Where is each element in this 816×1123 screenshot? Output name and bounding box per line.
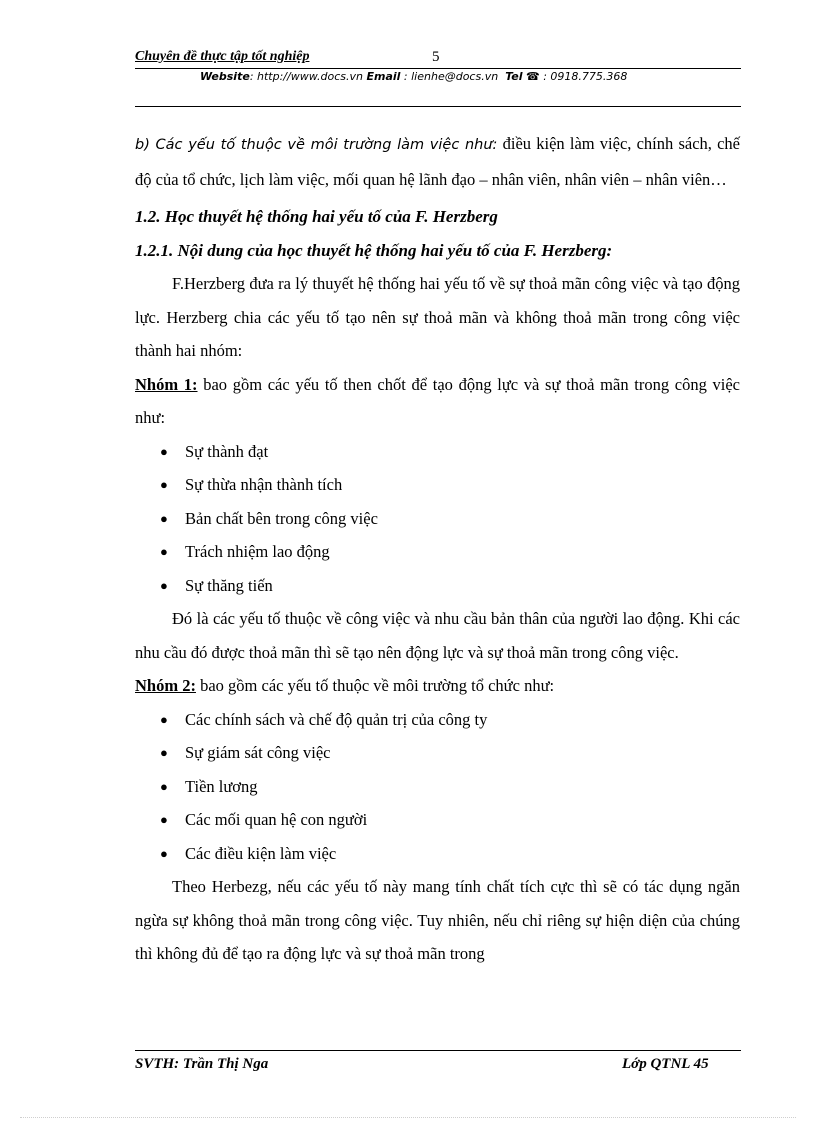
group1-paragraph <box>135 368 740 435</box>
group2-text: bao gồm các yếu tố thuộc về môi trường tổ chức như: <box>195 676 555 695</box>
group1-text: bao gồm các yếu tố then chốt để tạo động lực và sự thoả mãn trong công việc như: <box>135 374 740 427</box>
bullet-icon: ● <box>160 711 168 727</box>
bullet-icon: ● <box>160 477 168 492</box>
subsection-heading: 1.2.1. Nội dung của học thuyết hệ thống hai yếu tố của F. Herzberg: <box>135 240 613 260</box>
bullet-icon: ● <box>160 745 168 760</box>
paragraph-text: điều kiện làm việc, chính sách, chế độ của tổ chức, lịch làm việc, mối quan hệ lãnh đạo – nhân viên, nhân viên – nhân viên… <box>135 134 740 189</box>
footer-student: SVTH: Trần Thị Nga <box>135 1056 269 1072</box>
paragraph-intro: F.Herzberg đưa ra lý thuyết hệ thống hai yếu tố về sự thoả mãn công việc và tạo động lực. Herzberg chia các yếu tố tạo nên sự thoả mãn và không thoả mãn trong công việc thành hai nhóm: <box>135 274 740 360</box>
list-item: ● Sự thừa nhận thành tích <box>135 468 740 502</box>
tel-value: ☎ : 0918.775.368 <box>526 70 628 83</box>
header-divider-bottom <box>135 106 741 107</box>
tel-label: Tel <box>505 70 523 83</box>
bullet-icon: ● <box>160 443 168 459</box>
group1-list <box>135 435 740 603</box>
bullet-icon: ● <box>160 812 168 827</box>
page-boundary <box>20 1117 796 1118</box>
list-item: ● Trách nhiệm lao động <box>135 535 740 569</box>
paragraph-group1-summary: Đó là các yếu tố thuộc về công việc và nhu cầu bản thân của người lao động. Khi các nhu cầu đó được thoả mãn thì sẽ tạo nên động lực và sự thoả mãn trong công việc. <box>135 609 740 662</box>
email-label: Email <box>366 70 401 83</box>
page-number: 5 <box>432 49 440 65</box>
paragraph-herzberg-conclusion: Theo Herbezg, nếu các yếu tố này mang tính chất tích cực thì sẽ có tác dụng ngăn ngừa sự không thoả mãn trong công việc. Tuy nhiên, nếu chỉ riêng sự hiện diện của chúng thì không đủ để tạo ra động lực và sự thoả mãn trong <box>135 877 740 963</box>
list-item: ● Các chính sách và chế độ quản trị của công ty <box>135 703 740 737</box>
list-item: ● Sự giám sát công việc <box>135 736 740 770</box>
list-item: ● Bản chất bên trong công việc <box>135 502 740 536</box>
list-item: ● Sự thăng tiến <box>135 569 740 603</box>
email-value: : lienhe@docs.vn <box>400 70 499 83</box>
bullet-icon: ● <box>160 510 168 526</box>
paragraph-work-environment <box>135 127 740 196</box>
group1-label: Nhóm 1: <box>135 374 198 394</box>
section-heading: 1.2. Học thuyết hệ thống hai yếu tố của F. Herzberg <box>135 207 498 226</box>
list-item: ● Tiền lương <box>135 770 740 804</box>
group2-paragraph <box>135 669 740 703</box>
list-item: ● Các điều kiện làm việc <box>135 837 740 871</box>
website-value: : http://www.docs.vn <box>249 70 363 83</box>
footer-class: Lớp QTNL 45 <box>622 1056 709 1072</box>
bullet-icon: ● <box>160 577 168 593</box>
paragraph-lead: b) Các yếu tố thuộc về môi trường làm việc như: <box>135 137 498 153</box>
footer-divider <box>135 1050 741 1051</box>
bullet-icon: ● <box>160 845 168 861</box>
website-label: Website <box>200 70 250 83</box>
header-contact <box>200 70 627 83</box>
header-title: Chuyên đề thực tập tốt nghiệp <box>135 49 310 64</box>
bullet-icon: ● <box>160 778 168 794</box>
page-content <box>135 127 740 971</box>
bullet-icon: ● <box>160 544 168 559</box>
group2-list <box>135 703 740 871</box>
list-item: ● Sự thành đạt <box>135 435 740 469</box>
group2-label: Nhóm 2: <box>135 676 196 695</box>
header-divider <box>135 68 741 69</box>
list-item: ● Các mối quan hệ con người <box>135 803 740 837</box>
